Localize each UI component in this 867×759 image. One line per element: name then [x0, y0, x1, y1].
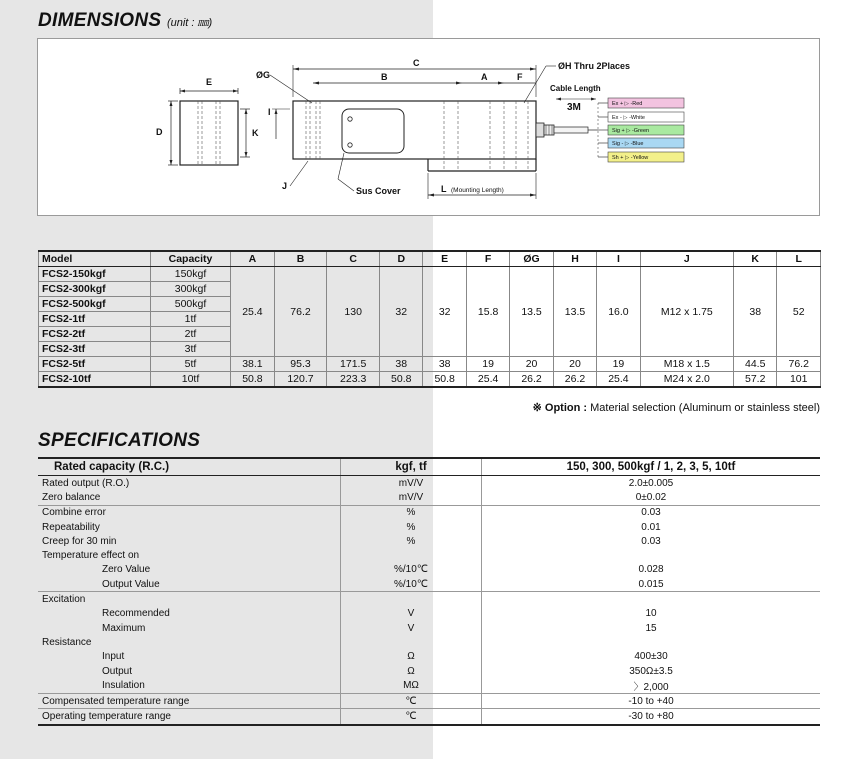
spec-value-cell: 0.01 — [641, 521, 661, 533]
model-cell: FCS2-2tf — [39, 327, 151, 342]
cable — [536, 84, 608, 157]
spec-header-capacity: Rated capacity (R.C.) — [38, 458, 341, 476]
spec-unit-cell: % — [341, 520, 482, 534]
spec-label-cell: Zero balance — [38, 490, 341, 505]
dim-value-cell: 16.0 — [597, 267, 640, 357]
model-cell: FCS2-3tf — [39, 342, 151, 357]
dim-value-cell: 76.2 — [274, 267, 327, 357]
dim-header-cell: ØG — [510, 251, 553, 267]
spec-row — [38, 592, 820, 607]
spec-value-cell — [482, 548, 821, 562]
spec-value-cell: 0.03 — [641, 535, 661, 547]
spec-unit-cell: % — [341, 505, 482, 520]
spec-row — [38, 577, 820, 592]
wire-label: Sig + ▷ -Green — [612, 128, 650, 134]
dim-header-cell: D — [380, 251, 423, 267]
spec-row — [38, 694, 820, 709]
spec-row — [38, 635, 820, 649]
dim-header-cell: E — [423, 251, 466, 267]
spec-unit-cell: ℃ — [341, 694, 482, 709]
capacity-cell: 5tf — [150, 357, 230, 372]
dim-value-cell: 26.2 — [553, 372, 596, 388]
model-cell: FCS2-150kgf — [39, 267, 151, 282]
capacity-cell: 1tf — [150, 312, 230, 327]
model-cell: FCS2-5tf — [39, 357, 151, 372]
capacity-cell: 3tf — [150, 342, 230, 357]
dim-header-cell: C — [327, 251, 380, 267]
dimensions-table — [38, 250, 821, 388]
label-oh: ØH Thru 2Places — [558, 61, 631, 71]
dim-value-cell: 38 — [423, 357, 466, 372]
spec-label-cell: Insulation — [38, 678, 341, 694]
spec-unit-cell: Ω — [341, 650, 482, 664]
spec-value-cell: 15 — [645, 622, 657, 634]
dim-header-cell: K — [733, 251, 776, 267]
label-cable-3m: 3M — [567, 102, 581, 113]
label-d: D — [156, 127, 163, 137]
dim-value-cell: 25.4 — [597, 372, 640, 388]
spec-unit-cell — [341, 548, 482, 562]
spec-value-cell: 350Ω±3.5 — [629, 665, 673, 677]
unit-note: (unit : ㎜) — [166, 17, 213, 29]
spec-value-cell — [482, 592, 821, 607]
dim-value-cell: 76.2 — [777, 357, 821, 372]
spec-row — [38, 563, 820, 577]
model-cell: FCS2-1tf — [39, 312, 151, 327]
dim-value-cell: 25.4 — [231, 267, 274, 357]
dim-value-cell: M24 x 2.0 — [640, 372, 733, 388]
label-f: F — [517, 72, 523, 82]
spec-label-cell: Creep for 30 min — [38, 534, 341, 548]
dim-header-cell: Model — [39, 251, 151, 267]
dim-header-cell: A — [231, 251, 274, 267]
spec-value-cell: -10 to +40 — [482, 694, 821, 709]
load-cell-drawing — [38, 39, 821, 217]
spec-label-cell: Operating temperature range — [38, 709, 341, 725]
dim-value-cell: 120.7 — [274, 372, 327, 388]
spec-label-cell: Temperature effect on — [38, 548, 341, 562]
spec-unit-cell — [341, 592, 482, 607]
label-sus-cover: Sus Cover — [356, 186, 401, 196]
dimensions-header-row — [39, 251, 821, 267]
spec-value-cell: -30 to +80 — [482, 709, 821, 725]
dim-value-cell: 50.8 — [231, 372, 274, 388]
label-k: K — [252, 128, 259, 138]
dim-value-cell: 15.8 — [466, 267, 509, 357]
spec-label-cell: Output Value — [38, 577, 341, 592]
model-cell: FCS2-300kgf — [39, 282, 151, 297]
dim-header-cell: I — [597, 251, 640, 267]
spec-label-cell: Repeatability — [38, 520, 341, 534]
option-text: Material selection (Aluminum or stainless steel) — [590, 402, 820, 414]
spec-row — [38, 709, 820, 725]
dimensions-title: DIMENSIONS (unit : ㎜) — [38, 10, 213, 31]
wire-legend — [608, 98, 684, 162]
dim-value-cell: M12 x 1.75 — [640, 267, 733, 357]
wire-label: Sh + ▷ -Yellow — [612, 155, 649, 161]
dim-value-cell: 57.2 — [733, 372, 776, 388]
specifications-title: SPECIFICATIONS — [38, 430, 201, 451]
spec-label-cell: Recommended — [38, 607, 341, 621]
spec-label-cell: Combine error — [38, 505, 341, 520]
spec-row — [38, 505, 820, 520]
spec-unit-cell: V — [341, 607, 482, 621]
dim-value-cell: 38 — [733, 267, 776, 357]
spec-unit-cell: %/10℃ — [341, 563, 482, 577]
dim-value-cell: 19 — [466, 357, 509, 372]
model-cell: FCS2-10tf — [39, 372, 151, 388]
spec-header-values: 150, 300, 500kgf / 1, 2, 3, 5, 10tf — [482, 458, 821, 476]
spec-value-cell: 〉2,000 — [633, 682, 669, 694]
spec-value-cell: 2.0±0.005 — [628, 477, 674, 489]
spec-value-cell: 10 — [645, 608, 657, 620]
spec-value-cell: 0.03 — [482, 505, 821, 520]
option-mark: ※ Option : — [532, 402, 588, 414]
spec-row — [38, 548, 820, 562]
spec-body — [38, 476, 820, 725]
spec-value-cell — [482, 635, 821, 649]
spec-unit-cell: MΩ — [341, 678, 482, 694]
label-b: B — [381, 72, 388, 82]
spec-header-row — [38, 458, 820, 476]
spec-unit-cell: mV/V — [341, 476, 482, 491]
spec-label-cell: Output — [38, 664, 341, 678]
spec-label-cell: Zero Value — [38, 563, 341, 577]
dim-row — [39, 357, 821, 372]
spec-row — [38, 678, 820, 694]
dimensions-body — [39, 267, 821, 388]
spec-label-cell: Resistance — [38, 635, 341, 649]
label-i: I — [268, 107, 271, 117]
label-og: ØG — [256, 70, 271, 80]
dim-value-cell: 13.5 — [553, 267, 596, 357]
capacity-cell: 2tf — [150, 327, 230, 342]
spec-row — [38, 520, 820, 534]
spec-value-cell: 400±30 — [634, 651, 668, 663]
dim-value-cell: 130 — [327, 267, 380, 357]
spec-row — [38, 607, 820, 621]
spec-header-unit: kgf, tf — [341, 458, 482, 476]
spec-value-cell: 0±0.02 — [635, 491, 667, 503]
spec-label-cell: Excitation — [38, 592, 341, 607]
dim-row — [39, 372, 821, 388]
dimension-drawing — [37, 38, 820, 216]
dim-value-cell: 101 — [777, 372, 821, 388]
dim-value-cell: 38 — [380, 357, 423, 372]
dim-value-cell: 20 — [510, 357, 553, 372]
label-a: A — [481, 72, 488, 82]
spec-unit-cell: % — [341, 534, 482, 548]
dim-header-cell: B — [274, 251, 327, 267]
dim-value-cell: 32 — [423, 267, 466, 357]
spec-label-cell: Input — [38, 650, 341, 664]
end-view — [156, 77, 259, 165]
dim-row — [39, 267, 821, 282]
spec-unit-cell: V — [341, 621, 482, 635]
spec-unit-cell — [341, 635, 482, 649]
spec-row — [38, 490, 820, 505]
dim-value-cell: 32 — [380, 267, 423, 357]
spec-label-cell: Compensated temperature range — [38, 694, 341, 709]
dim-value-cell: 223.3 — [327, 372, 380, 388]
label-c: C — [413, 58, 420, 68]
dim-value-cell: 95.3 — [274, 357, 327, 372]
wire-label: Ex - ▷ -White — [612, 115, 645, 121]
label-mounting-length: (Mounting Length) — [451, 187, 504, 194]
dim-header-cell: L — [777, 251, 821, 267]
dim-value-cell: 50.8 — [423, 372, 466, 388]
capacity-cell: 10tf — [150, 372, 230, 388]
spec-unit-cell: ℃ — [341, 709, 482, 725]
spec-unit-cell: Ω — [341, 664, 482, 678]
capacity-cell: 150kgf — [150, 267, 230, 282]
capacity-cell: 500kgf — [150, 297, 230, 312]
spec-row — [38, 534, 820, 548]
label-l: L — [441, 184, 447, 194]
dim-value-cell: 25.4 — [466, 372, 509, 388]
dim-header-cell: Capacity — [150, 251, 230, 267]
model-cell: FCS2-500kgf — [39, 297, 151, 312]
spec-label-cell: Maximum — [38, 621, 341, 635]
dim-header-cell: F — [466, 251, 509, 267]
spec-row — [38, 621, 820, 635]
dim-value-cell: 50.8 — [380, 372, 423, 388]
spec-row — [38, 650, 820, 664]
spec-unit-cell: mV/V — [341, 490, 482, 505]
option-note — [533, 401, 820, 414]
dim-value-cell: 26.2 — [510, 372, 553, 388]
dim-header-cell: H — [553, 251, 596, 267]
spec-value-cell: 0.028 — [638, 564, 664, 576]
dim-value-cell: 52 — [777, 267, 821, 357]
spec-unit-cell: %/10℃ — [341, 577, 482, 592]
spec-row — [38, 476, 820, 491]
spec-label-cell: Rated output (R.O.) — [38, 476, 341, 491]
label-j: J — [282, 181, 288, 191]
dim-value-cell: M18 x 1.5 — [640, 357, 733, 372]
dim-value-cell: 44.5 — [733, 357, 776, 372]
wire-label: Ex + ▷ -Red — [612, 101, 643, 107]
dim-value-cell: 13.5 — [510, 267, 553, 357]
dim-value-cell: 38.1 — [231, 357, 274, 372]
dim-value-cell: 19 — [597, 357, 640, 372]
wire-label: Sig - ▷ -Blue — [612, 141, 644, 147]
spec-value-cell: 0.015 — [638, 578, 664, 590]
dim-header-cell: J — [640, 251, 733, 267]
spec-row — [38, 664, 820, 678]
dim-value-cell: 171.5 — [327, 357, 380, 372]
label-e: E — [206, 77, 213, 87]
dim-value-cell: 20 — [553, 357, 596, 372]
capacity-cell: 300kgf — [150, 282, 230, 297]
label-cable-length: Cable Length — [550, 84, 601, 93]
specifications-table — [38, 457, 820, 726]
